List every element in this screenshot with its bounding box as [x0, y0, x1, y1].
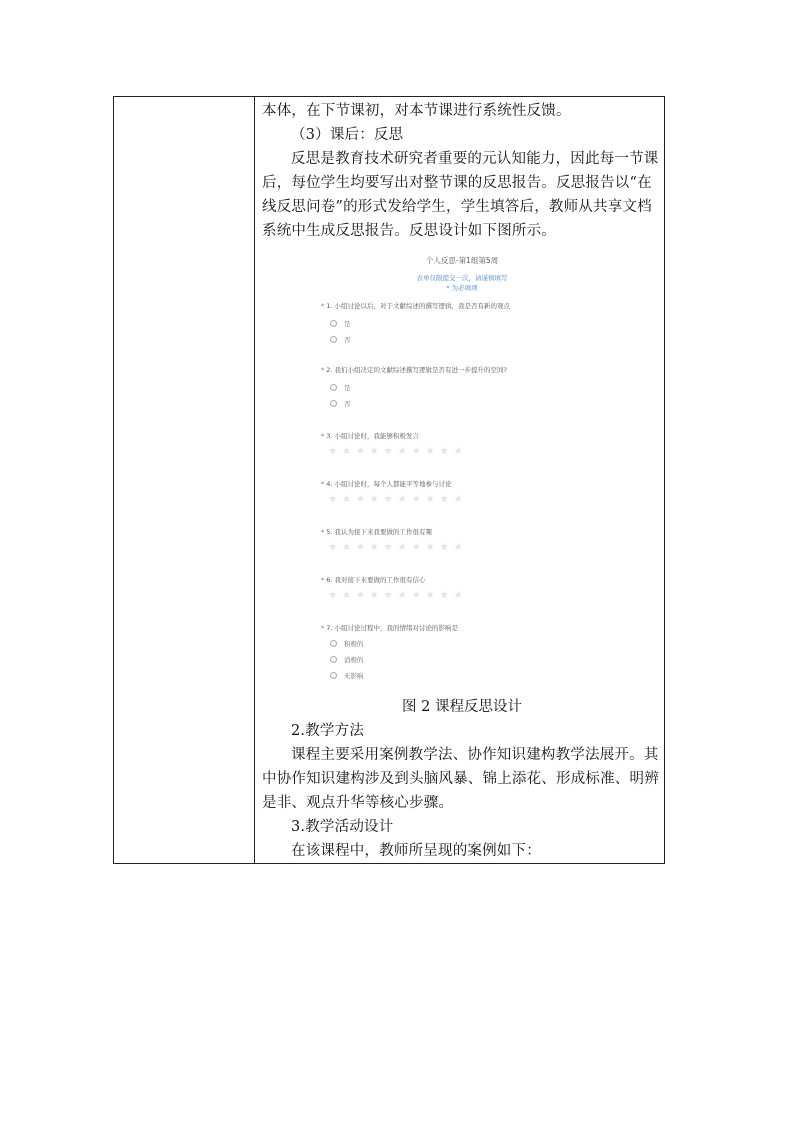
- radio-icon[interactable]: [330, 384, 337, 391]
- form-required-note: * 为必填项: [446, 284, 478, 292]
- figure-caption: 图 2 课程反思设计: [402, 699, 522, 715]
- option-label: 无影响: [344, 672, 364, 680]
- option-no[interactable]: [330, 399, 351, 408]
- subheading-after-class: （3）课后：反思: [291, 127, 404, 143]
- required-mark: *: [321, 528, 325, 536]
- question-6-label: 6. 我对接下来要做的工作很有信心: [326, 576, 426, 584]
- question-1: [321, 301, 510, 310]
- question-2: [321, 365, 507, 374]
- question-4: [321, 479, 452, 488]
- heading-activity-design: 3.教学活动设计: [291, 819, 394, 835]
- question-7-label: 7. 小组讨论过程中，我的情绪对讨论的影响是: [326, 624, 459, 632]
- rating-stars[interactable]: ★ ★ ★ ★ ★ ★ ★ ★ ★ ★: [328, 446, 463, 457]
- radio-icon[interactable]: [330, 640, 337, 647]
- option-yes[interactable]: [330, 319, 351, 328]
- option-no-effect[interactable]: [330, 671, 364, 680]
- question-4-label: 4. 小组讨论时，每个人都能平等地参与讨论: [326, 480, 452, 488]
- required-mark: *: [321, 302, 325, 310]
- option-negative[interactable]: [330, 655, 364, 664]
- option-no[interactable]: [330, 335, 351, 344]
- radio-icon[interactable]: [330, 400, 337, 407]
- question-7: [321, 623, 458, 632]
- paragraph-continuation: 本体，在下节课初，对本节课进行系统性反馈。: [262, 103, 571, 119]
- heading-teaching-method: 2.教学方法: [291, 723, 365, 739]
- required-mark: *: [321, 480, 325, 488]
- question-2-label: 2. 我们小组决定的文献综述撰写逻辑是否有进一步提升的空间?: [326, 366, 507, 374]
- paragraph-reflection: 反思是教育技术研究者重要的元认知能力，因此每一节课后，每位学生均要写出对整节课的反思报告。反思报告以“在线反思问卷”的形式发给学生，学生填答后，教师从共享文档系统中生成反思报告。反思设计如下图所示。: [262, 151, 659, 239]
- required-mark: *: [321, 624, 325, 632]
- required-mark: *: [321, 432, 325, 440]
- paragraph-teaching-method: 课程主要采用案例教学法、协作知识建构教学法展开。其中协作知识建构涉及到头脑风暴、锦上添花、形成标准、明辨是非、观点升华等核心步骤。: [262, 747, 659, 811]
- option-label: 消极的: [344, 656, 364, 664]
- paragraph-activity-design: 在该课程中，教师所呈现的案例如下：: [291, 843, 541, 859]
- option-label: 积极的: [344, 640, 364, 648]
- radio-icon[interactable]: [330, 320, 337, 327]
- rating-stars[interactable]: ★ ★ ★ ★ ★ ★ ★ ★ ★ ★: [328, 494, 463, 505]
- option-label: 是: [344, 320, 351, 328]
- option-label: 是: [344, 384, 351, 392]
- rating-stars[interactable]: ★ ★ ★ ★ ★ ★ ★ ★ ★ ★: [328, 590, 463, 601]
- content-cell: [262, 97, 662, 863]
- form-title: 个人反思-第1组第5周: [425, 256, 499, 265]
- reflection-form-figure: [262, 249, 662, 693]
- question-3: [321, 431, 419, 440]
- option-label: 否: [344, 336, 351, 344]
- radio-icon[interactable]: [330, 336, 337, 343]
- question-5: [321, 527, 432, 536]
- option-label: 否: [344, 400, 351, 408]
- radio-icon[interactable]: [330, 656, 337, 663]
- option-yes[interactable]: [330, 383, 351, 392]
- required-mark: *: [321, 576, 325, 584]
- question-5-label: 5. 我认为接下来我要做的工作很有趣: [326, 528, 433, 536]
- required-mark: *: [321, 366, 325, 374]
- question-6: [321, 575, 426, 584]
- option-positive[interactable]: [330, 639, 364, 648]
- rating-stars[interactable]: ★ ★ ★ ★ ★ ★ ★ ★ ★ ★: [328, 542, 463, 553]
- table-frame: [113, 96, 665, 864]
- question-3-label: 3. 小组讨论时，我能够积极发言: [326, 432, 420, 440]
- question-1-label: 1. 小组讨论以后，对于文献综述的撰写逻辑，我是否有新的观点: [326, 302, 511, 310]
- column-divider: [254, 97, 255, 863]
- form-hint: 表单仅限提交一次，请谨慎填写: [416, 274, 508, 282]
- radio-icon[interactable]: [330, 672, 337, 679]
